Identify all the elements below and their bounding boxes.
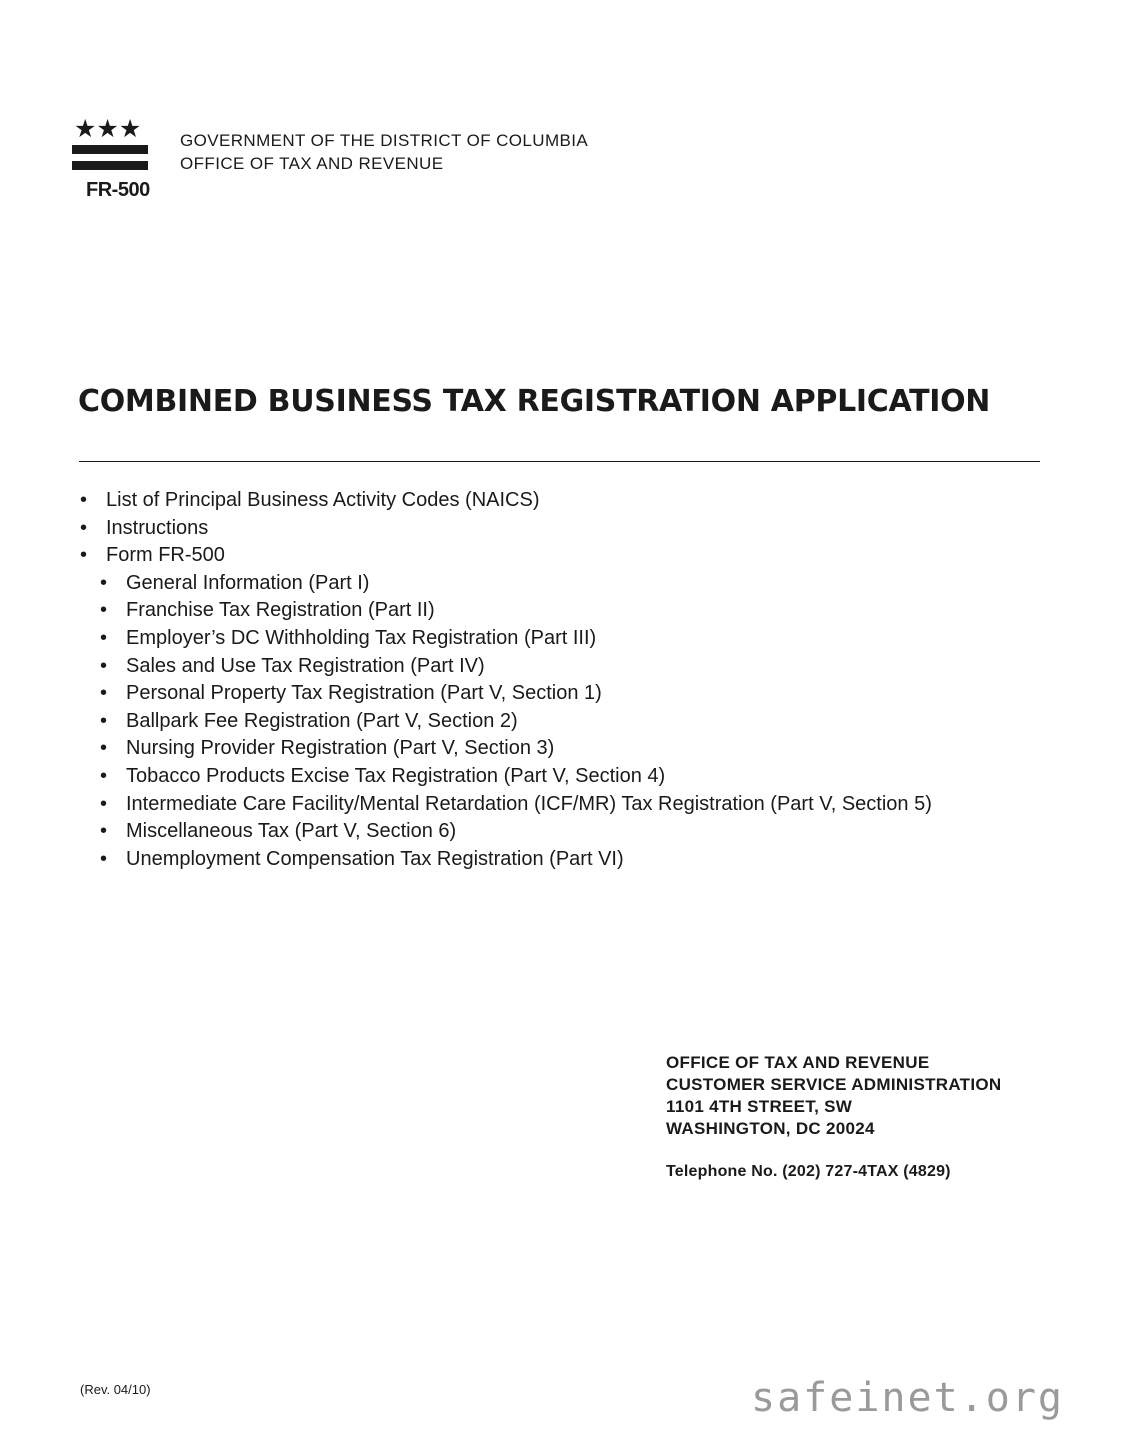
- stars-icon: ★★★: [74, 114, 142, 143]
- agency-line-2: OFFICE OF TAX AND REVENUE: [180, 154, 444, 173]
- mailing-address: [666, 1052, 1001, 1140]
- list-item: [80, 487, 932, 515]
- address-line-4: WASHINGTON, DC 20024: [666, 1119, 875, 1138]
- bullet-icon: •: [100, 792, 108, 815]
- bullet-icon: •: [100, 654, 108, 677]
- list-item: [80, 542, 932, 570]
- list-item-label: Sales and Use Tax Registration (Part IV): [126, 654, 485, 677]
- list-item: [80, 791, 932, 819]
- flag-bar-bottom: [72, 161, 148, 170]
- bullet-icon: •: [80, 516, 88, 539]
- contents-list: [80, 487, 932, 873]
- list-item: [80, 597, 932, 625]
- address-line-1: OFFICE OF TAX AND REVENUE: [666, 1053, 930, 1072]
- bullet-icon: •: [100, 820, 108, 843]
- list-item-label: Miscellaneous Tax (Part V, Section 6): [126, 820, 457, 843]
- list-item: [80, 846, 932, 874]
- list-item: [80, 570, 932, 598]
- agency-name: [180, 129, 588, 175]
- bullet-icon: •: [100, 764, 108, 787]
- title-divider: [79, 461, 1040, 462]
- bullet-icon: •: [100, 571, 108, 594]
- list-item-label: List of Principal Business Activity Codes (NAICS): [106, 489, 540, 511]
- list-item-label: Form FR-500: [106, 544, 225, 567]
- list-item: [80, 653, 932, 681]
- telephone-number: Telephone No. (202) 727-4TAX (4829): [666, 1163, 951, 1180]
- list-item-label: Unemployment Compensation Tax Registration (Part VI): [126, 847, 624, 870]
- list-item-label: General Information (Part I): [126, 571, 370, 594]
- list-item-label: Franchise Tax Registration (Part II): [126, 599, 435, 622]
- list-item-label: Employer’s DC Withholding Tax Registration (Part III): [126, 626, 597, 649]
- bullet-icon: •: [100, 599, 108, 622]
- list-item: [80, 625, 932, 653]
- dc-flag-logo: [72, 116, 162, 170]
- address-line-2: CUSTOMER SERVICE ADMINISTRATION: [666, 1075, 1002, 1094]
- bullet-icon: •: [100, 626, 108, 649]
- list-item-label: Tobacco Products Excise Tax Registration (Part V, Section 4): [126, 764, 666, 787]
- flag-bar-top: [72, 145, 148, 154]
- list-item: [80, 735, 932, 763]
- document-title: COMBINED BUSINESS TAX REGISTRATION APPLICATION: [78, 384, 991, 419]
- bullet-icon: •: [100, 682, 108, 705]
- list-item: [80, 708, 932, 736]
- list-item: [80, 763, 932, 791]
- list-item: [80, 680, 932, 708]
- list-item: [80, 818, 932, 846]
- bullet-icon: •: [100, 709, 108, 732]
- list-item-label: Nursing Provider Registration (Part V, Section 3): [126, 737, 555, 760]
- watermark: safeinet.org: [751, 1375, 1064, 1421]
- list-item-label: Instructions: [106, 516, 209, 539]
- form-id-label: FR-500: [86, 179, 150, 201]
- agency-line-1: GOVERNMENT OF THE DISTRICT OF COLUMBIA: [180, 131, 589, 150]
- list-item: [80, 515, 932, 543]
- list-item-label: Personal Property Tax Registration (Part V, Section 1): [126, 682, 602, 705]
- bullet-icon: •: [80, 489, 88, 511]
- revision-date: (Rev. 04/10): [80, 1382, 151, 1397]
- address-line-3: 1101 4TH STREET, SW: [666, 1097, 853, 1116]
- bullet-icon: •: [80, 544, 88, 567]
- bullet-icon: •: [100, 847, 108, 870]
- list-item-label: Ballpark Fee Registration (Part V, Section 2): [126, 709, 518, 732]
- bullet-icon: •: [100, 737, 108, 760]
- list-item-label: Intermediate Care Facility/Mental Retardation (ICF/MR) Tax Registration (Part V, Section 5): [126, 792, 932, 815]
